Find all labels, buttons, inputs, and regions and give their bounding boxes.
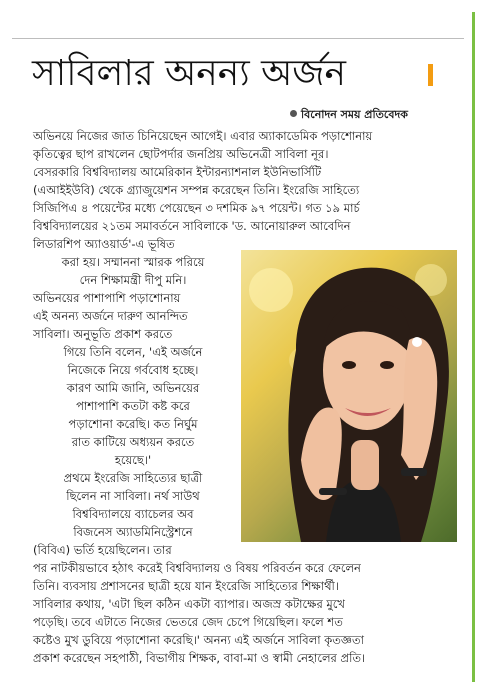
body-line: দেন শিক্ষামন্ত্রী দীপু মনি।: [79, 273, 187, 287]
byline: [290, 108, 408, 122]
body-line: নিজেকে নিয়ে গর্ববোধ হচ্ছে।: [67, 363, 199, 377]
portrait-photo: [241, 250, 457, 542]
headline: সাবিলার অনন্য অর্জন: [32, 53, 346, 94]
body-line: পড়াশোনা করেছি। কত নির্ঘুম: [68, 417, 198, 431]
body-line: পড়েছি। তবে এটাতে নিজের ভেতরে জেদ চেপে গিয়েছিল। ফলে শত: [33, 615, 343, 629]
body-line: প্রথমে ইংরেজি সাহিত্যের ছাত্রী: [63, 471, 203, 485]
body-line: করা হয়। সম্মাননা স্মারক পরিয়ে: [61, 255, 205, 269]
body-line: (এআইইউবি) থেকে গ্র্যাজুয়েশন সম্পন্ন করেছেন তিনি। ইংরেজি সাহিত্যে: [33, 183, 360, 197]
headline-accent-bar: [428, 64, 433, 86]
body-line: এই অনন্য অর্জনে দারুণ আনন্দিত: [33, 309, 188, 323]
body-line: কৃতিত্বের ছাপ রাখলেন ছোটপর্দার জনপ্রিয় অভিনেত্রী সাবিলা নূর।: [33, 147, 329, 161]
body-line: হয়েছে।': [114, 453, 152, 467]
body-line: লিডারশিপ অ্যাওয়ার্ড'-এ ভূষিত: [33, 237, 175, 251]
side-rule: [472, 12, 475, 682]
body-line: গিয়ে তিনি বলেন, 'এই অর্জনে: [63, 345, 203, 359]
body-line: রাত কাটিয়ে অধ্যয়ন করতে: [71, 435, 195, 449]
body-line: তিনি। ব্যবসায় প্রশাসনের ছাত্রী হয়ে যান ইংরেজি সাহিত্যের শিক্ষার্থী।: [33, 579, 339, 593]
body-line: সাবিলার কথায়, 'এটা ছিল কঠিন একটা ব্যাপার। অজস্র কটাক্ষের মুখে: [33, 597, 345, 611]
body-line: বিজনেস অ্যাডমিনিস্ট্রেশনে: [73, 525, 193, 539]
body-line: পর নাটকীয়ভাবে হঠাৎ করেই বিশ্ববিদ্যালয় ও বিষয় পরিবর্তন করে ফেলেন: [33, 561, 361, 575]
body-line: কারণ আমি জানি, অভিনয়ের: [66, 381, 200, 395]
byline-text: বিনোদন সময় প্রতিবেদক: [301, 108, 408, 121]
body-line: সিজিপিএ ৪ পয়েন্টের মধ্যে পেয়েছেন ৩ দশমিক ৯৭ পয়েন্ট। গত ১৯ মার্চ: [33, 201, 360, 215]
body-line: কষ্টেও মুখ ডুবিয়ে পড়াশোনা করেছি।' অনন্য এই অর্জনে সাবিলা কৃতজ্ঞতা: [33, 633, 364, 647]
body-line: প্রকাশ করেছেন সহপাঠী, বিভাগীয় শিক্ষক, বাবা-মা ও স্বামী নেহালের প্রতি।: [33, 651, 366, 665]
body-line: বিশ্ববিদ্যালয়ে ব্যাচেলর অব: [72, 507, 194, 521]
body-line: বিশ্ববিদ্যালয়ের ২১তম সমাবর্তনে সাবিলাকে 'ড. আনোয়ারুল আবেদিন: [33, 219, 351, 233]
body-line: ছিলেন না সাবিলা। নর্থ সাউথ: [66, 489, 200, 503]
body-line: পাশাপাশি কতটা কষ্ট করে: [76, 399, 190, 413]
body-line: বেসরকারি বিশ্ববিদ্যালয় আমেরিকান ইন্টারন্যাশনাল ইউনিভার্সিটি: [33, 165, 322, 179]
body-line: অভিনয়ে নিজের জাত চিনিয়েছেন আগেই। এবার অ্যাকাডেমিক পড়াশোনায়: [33, 129, 373, 143]
body-line: (বিবিএ) ভর্তি হয়েছিলেন। তার: [33, 543, 172, 557]
top-rule: [12, 38, 464, 39]
portrait-illustration: [241, 250, 457, 542]
body-line: অভিনয়ের পাশাপাশি পড়াশোনায়: [33, 291, 181, 305]
bullet-icon: [290, 110, 297, 117]
body-line: সাবিলা। অনুভূতি প্রকাশ করতে: [33, 327, 173, 341]
